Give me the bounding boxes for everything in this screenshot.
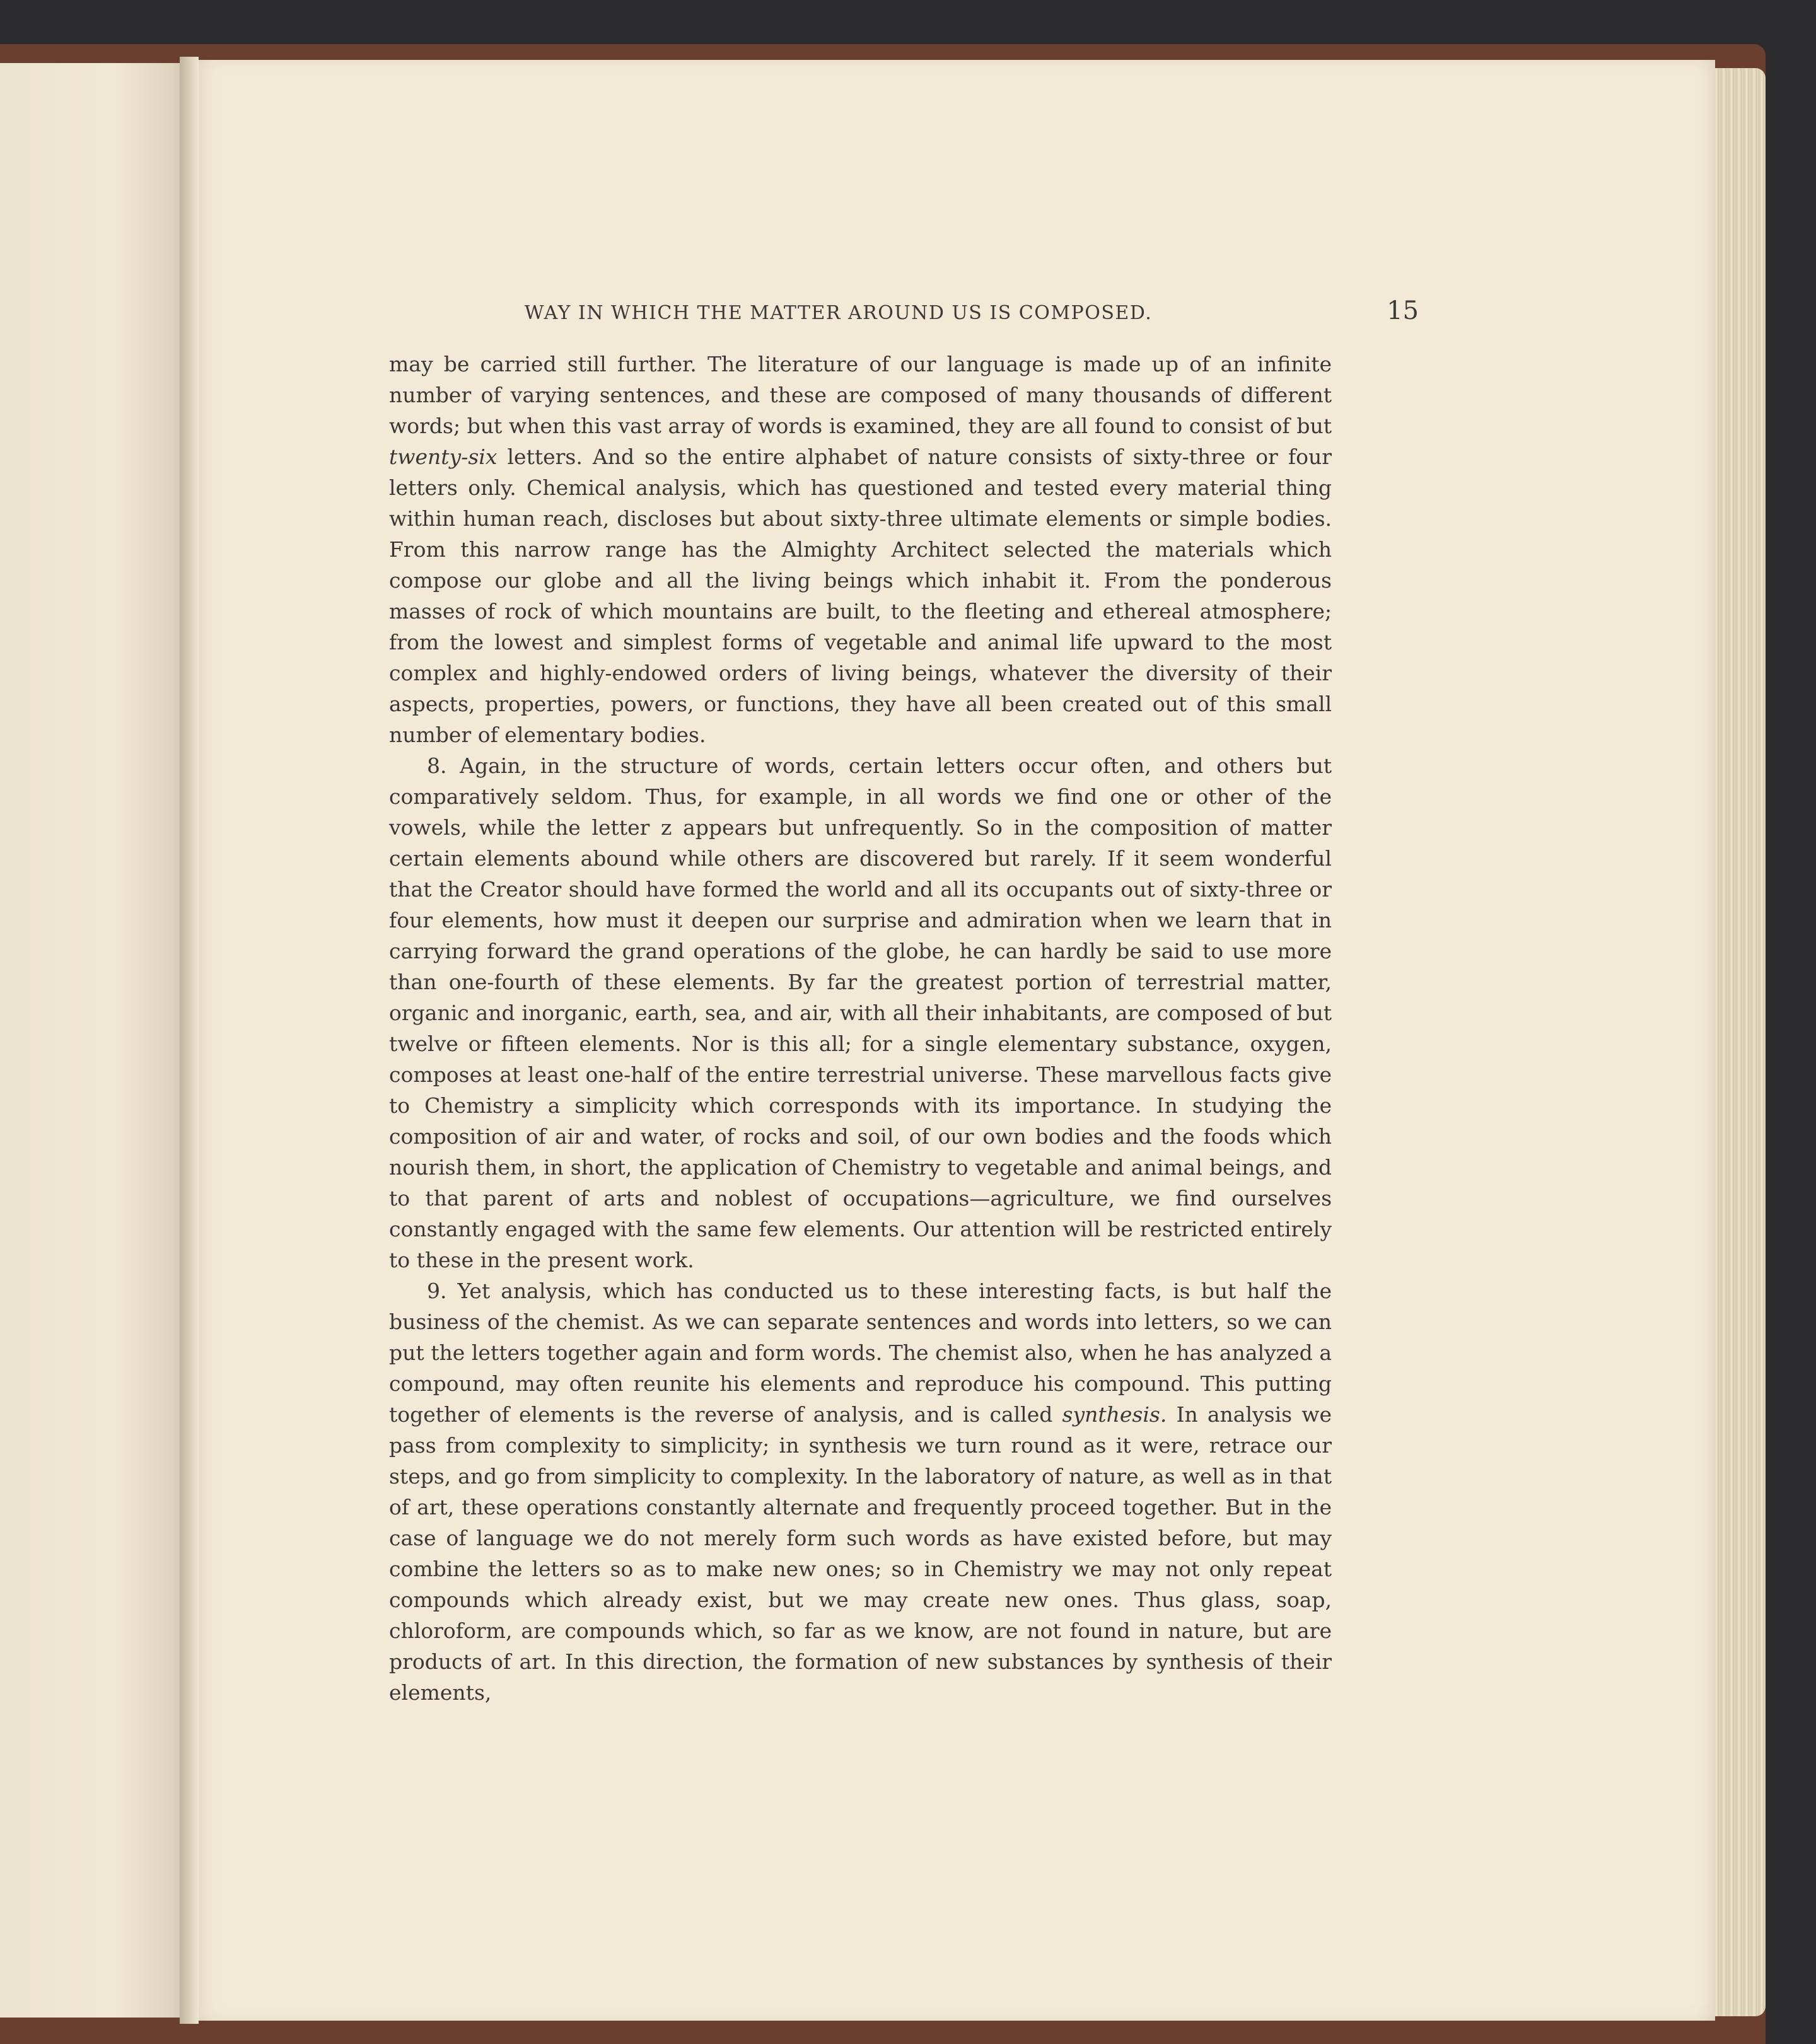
paragraph-8 <box>389 750 1332 1275</box>
page-number: 15 <box>1387 296 1419 325</box>
running-head <box>189 296 1419 325</box>
text-segment: letters. And so the entire alphabet of nature consists of sixty-three or four letters only. Chemical analysis, which has questioned and tested every material thing within human reach, discloses but about sixty-three ultimate elements or simple bodies. From this narrow range has the Almighty Architect selected the materials which compose our globe and all the living beings which inhabit it. From the ponderous masses of rock of which mountains are built, to the fleeting and ethereal atmosphere; from the lowest and simplest forms of vegetable and animal life upward to the most complex and highly-endowed orders of living beings, whatever the diversity of their aspects, properties, powers, or functions, they have all been created out of this small number of elementary bodies. <box>389 444 1332 747</box>
text-segment: In analysis we pass from complexity to simplicity; in synthesis we turn round as it were, retrace our steps, and go from simplicity to complexity. In the laboratory of nature, as well as in that of art, these operations constantly alternate and frequently proceed together. But in the case of language we do not merely form such words as have existed before, but may combine the letters so as to make new ones; so in Chemistry we may not only repeat compounds which already exist, but we may create new ones. Thus glass, soap, chloroform, are compounds which, so far as we know, are not found in nature, but are products of art. In this direction, the formation of new substances by synthesis of their elements, <box>389 1402 1332 1705</box>
running-head-title: WAY IN WHICH THE MATTER AROUND US IS COMPOSED. <box>524 302 1153 324</box>
text-segment: 8. Again, in the structure of words, certain letters occur often, and others but comparatively seldom. Thus, for example, in all words we find one or other of the vowels, while the letter z appears but unfrequently. So in the composition of matter certain elements abound while others are discovered but rarely. If it seem wonderful that the Creator should have formed the world and all its occupants out of sixty-three or four elements, how must it deepen our surprise and admiration when we learn that in carrying forward the grand operations of the globe, he can hardly be said to use more than one-fourth of these elements. By far the greatest portion of terrestrial matter, organic and inorganic, earth, sea, and air, with all their inhabitants, are composed of but twelve or fifteen elements. Nor is this all; for a single elementary substance, oxygen, composes at least one-half of the entire terrestrial universe. These marvellous facts give to Chemistry a simplicity which corresponds with its importance. In studying the composition of air and water, of rocks and soil, of our own bodies and the foods which nourish them, in short, the application of Chemistry to vegetable and animal beings, and to that parent of arts and noblest of occupations—agriculture, we find ourselves constantly engaged with the same few elements. Our attention will be restricted entirely to these in the present work. <box>389 753 1332 1272</box>
left-page <box>0 63 189 2018</box>
body-text <box>389 349 1332 1708</box>
paragraph-continued <box>389 349 1332 750</box>
book-gutter <box>180 57 199 2024</box>
paragraph-9 <box>389 1275 1332 1708</box>
text-segment: may be carried still further. The literature of our language is made up of an infinite number of varying sentences, and these are composed of many thousands of different words; but when this vast array of words is examined, they are all found to consist of but <box>389 352 1332 438</box>
italic-term: synthesis. <box>1062 1402 1167 1427</box>
text-segment: 9. Yet analysis, which has conducted us to these interesting facts, is but half the business of the chemist. As we can separate sentences and words into letters, so we can put the letters together again and form words. The chemist also, when he has analyzed a compound, may often reunite his elements and reproduce his compound. This putting together of elements is the reverse of analysis, and is called <box>389 1279 1332 1427</box>
italic-term: twenty-six <box>389 444 498 469</box>
